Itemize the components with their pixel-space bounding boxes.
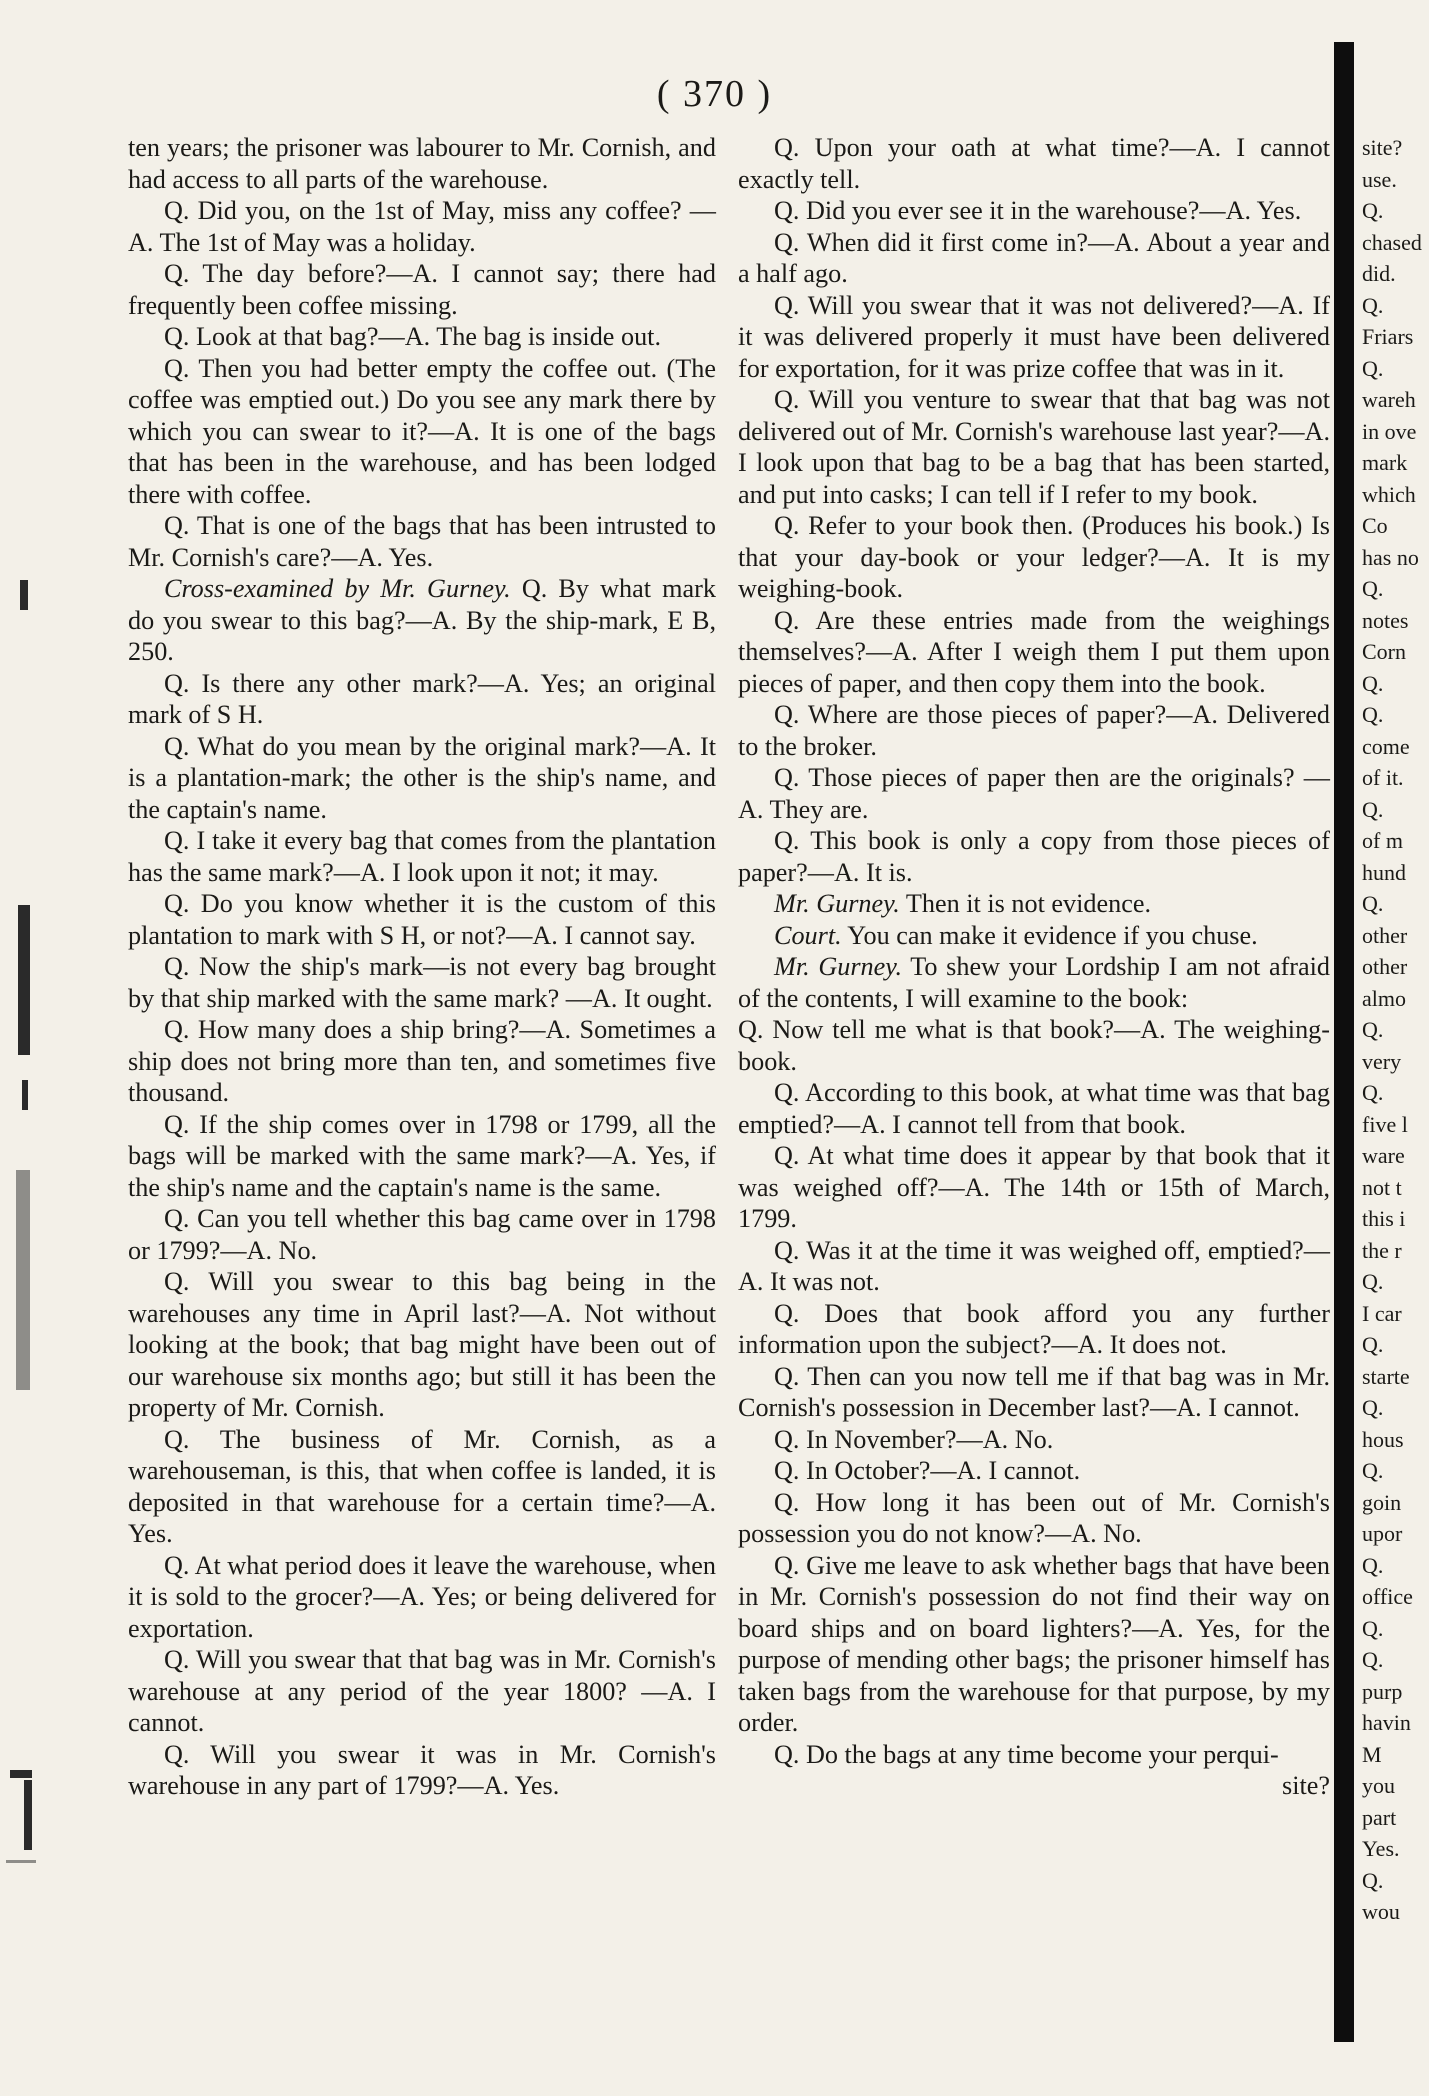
left-paragraph [128, 1424, 716, 1550]
facing-page-line: use. [1362, 166, 1397, 192]
facing-page-line: ware [1362, 1143, 1405, 1168]
facing-page-line: Q. [1362, 355, 1384, 381]
facing-page-line: Q. [1362, 1552, 1384, 1578]
paragraph-text: Q. Do the bags at any time become your perqui- [774, 1739, 1279, 1769]
right-paragraph [738, 290, 1330, 385]
paragraph-text: Q. Now the ship's mark—is not every bag brought by that ship marked with the same mark? —A. It ought. [128, 952, 716, 1013]
facing-page-line: did. [1362, 261, 1396, 286]
left-paragraph [128, 1739, 716, 1802]
facing-page-line: Q. [1362, 292, 1384, 318]
left-paragraph [128, 1266, 716, 1424]
facing-page-line: hous [1362, 1426, 1404, 1452]
facing-page-line: other [1362, 922, 1408, 948]
facing-page-line: Q. [1362, 702, 1384, 727]
right-paragraph [738, 227, 1330, 290]
facing-page-line: Co [1362, 513, 1388, 538]
paragraph-text: Q. Look at that bag?—A. The bag is inside out. [164, 322, 661, 351]
right-paragraph [738, 384, 1330, 510]
paragraph-text: Q. Will you venture to swear that that bag was not delivered out of Mr. Cornish's warehouse last year?—A. I look upon that bag to be a bag that has been started, and put into casks; I can tell if I refer to my book. [738, 385, 1330, 509]
left-paragraph [128, 573, 716, 668]
paragraph-text: Q. According to this book, at what time was that bag emptied?—A. I cannot tell from that book. [738, 1078, 1330, 1139]
right-paragraph [738, 1487, 1330, 1550]
paragraph-text: ten years; the prisoner was labourer to Mr. Cornish, and had access to all parts of the warehouse. [128, 133, 716, 194]
left-paragraph [128, 132, 716, 195]
paragraph-text: Q. Will you swear that it was not delivered?—A. If it was delivered properly it must have been delivered for exportation, for it was prize coffee that was in it. [738, 290, 1330, 383]
facing-page-line: Q. [1362, 1458, 1384, 1483]
facing-page-line: office [1362, 1584, 1413, 1609]
left-paragraph [128, 510, 716, 573]
paragraph-text: Q. Will you swear it was in Mr. Cornish's warehouse in any part of 1799?—A. Yes. [128, 1739, 716, 1800]
facing-page-line: Q. [1362, 1647, 1384, 1672]
paragraph-text: Q. That is one of the bags that has been intrusted to Mr. Cornish's care?—A. Yes. [128, 511, 716, 572]
paragraph-text: Q. The day before?—A. I cannot say; there had frequently been coffee missing. [128, 259, 716, 320]
facing-page-line: Q. [1362, 670, 1384, 696]
facing-page-line: of it. [1362, 765, 1404, 790]
facing-page-line: Q. [1362, 198, 1384, 223]
facing-page-line: Q. [1362, 891, 1384, 916]
facing-page-line: site? [1362, 135, 1403, 160]
paragraph-text: Q. I take it every bag that comes from the plantation has the same mark?—A. I look upon it not; it may. [128, 826, 716, 887]
facing-page-line: notes [1362, 607, 1409, 633]
paragraph-text: Q. Those pieces of paper then are the originals? —A. They are. [738, 763, 1330, 824]
right-paragraph [738, 1235, 1330, 1298]
facing-page-line: come [1362, 733, 1410, 759]
scan-edge-marks [0, 0, 60, 2096]
facing-page-line: Q. [1362, 1332, 1384, 1357]
facing-page-line: upor [1362, 1521, 1403, 1546]
facing-page-line: five l [1362, 1111, 1408, 1137]
facing-page-line: part [1362, 1804, 1397, 1830]
paragraph-text: Q. Did you ever see it in the warehouse?—A. Yes. [774, 196, 1302, 225]
paragraph-text: You can make it evidence if you chuse. [841, 920, 1258, 950]
page-number: ( 370 ) [656, 73, 773, 115]
paragraph-text: Q. Can you tell whether this bag came over in 1798 or 1799?—A. No. [128, 1204, 716, 1265]
right-paragraph [738, 1140, 1330, 1235]
right-paragraph [738, 1014, 1330, 1077]
paragraph-text: Q. Now tell me what is that book?—A. The weighing-book. [738, 1015, 1330, 1076]
paragraph-text: Q. How long it has been out of Mr. Cornish's possession you do not know?—A. No. [738, 1487, 1330, 1548]
facing-page-line: chased [1362, 229, 1422, 255]
left-paragraph [128, 951, 716, 1014]
paragraph-text: Q. Refer to your book then. (Produces his book.) Is that your day-book or your ledger?—A. It is my weighing-book. [738, 511, 1330, 603]
left-paragraph [128, 668, 716, 731]
right-column [738, 132, 1330, 1802]
right-paragraph [738, 920, 1330, 952]
facing-page-line: Q. [1362, 1395, 1384, 1420]
facing-page-line: this i [1362, 1206, 1406, 1231]
facing-page-line: Q. [1362, 1867, 1384, 1893]
facing-page-line: you [1362, 1773, 1395, 1798]
paragraph-text: Q. Will you swear that that bag was in Mr. Cornish's warehouse at any period of the year 1800? —A. I cannot. [128, 1645, 716, 1737]
left-paragraph [128, 825, 716, 888]
right-paragraph [738, 605, 1330, 700]
facing-page-line: hund [1362, 859, 1406, 885]
paragraph-text: Then it is not evidence. [899, 889, 1151, 918]
facing-page-line: I car [1362, 1300, 1402, 1326]
facing-page-line: in ove [1362, 418, 1417, 444]
right-paragraph [738, 825, 1330, 888]
facing-page-line: havin [1362, 1710, 1411, 1735]
paragraph-text: Q. Is there any other mark?—A. Yes; an original mark of S H. [128, 668, 716, 729]
speaker-label: Mr. Gurney. [774, 889, 900, 918]
facing-page-line: starte [1362, 1363, 1410, 1389]
right-paragraph [738, 1361, 1330, 1424]
facing-page-line: Q. [1362, 1080, 1384, 1105]
paragraph-text: Q. Then you had better empty the coffee out. (The coffee was emptied out.) Do you see any mark there by which you can swear to it?—A. It is one of the bags that has been in the warehouse, and has been lodged there with coffee. [128, 353, 716, 509]
left-paragraph [128, 888, 716, 951]
right-paragraph [738, 195, 1330, 227]
facing-page-line: Q. [1362, 576, 1384, 601]
book-spine-shadow [1334, 42, 1354, 2042]
speaker-label: Cross-examined by Mr. Gurney. [164, 574, 511, 603]
paragraph-text: Q. Give me leave to ask whether bags that have been in Mr. Cornish's possession do not find their way on board ships and on board lighters?—A. Yes, for the purpose of mending other bags; the prisoner himself has taken bags from the warehouse for that purpose, by my order. [738, 1550, 1330, 1737]
paragraph-text: Q. By what mark do you swear to this bag?—A. By the ship-mark, E B, 250. [128, 574, 716, 666]
left-paragraph [128, 1550, 716, 1645]
left-paragraph [128, 258, 716, 321]
facing-page-line: Q. [1362, 1017, 1384, 1042]
facing-page-line: the r [1362, 1237, 1402, 1263]
facing-page-line: other [1362, 954, 1408, 979]
facing-page-line: wou [1362, 1899, 1400, 1924]
paragraph-text: Q. In November?—A. No. [774, 1424, 1054, 1454]
paragraph-text: Q. This book is only a copy from those pieces of paper?—A. It is. [738, 826, 1330, 887]
left-paragraph [128, 731, 716, 826]
facing-page-line: not t [1362, 1174, 1402, 1200]
paragraph-text: Q. Does that book afford you any further information upon the subject?—A. It does not. [738, 1298, 1330, 1359]
paragraph-text: Q. Then can you now tell me if that bag was in Mr. Cornish's possession in December last?—A. I cannot. [738, 1361, 1330, 1422]
left-paragraph [128, 321, 716, 353]
right-paragraph [738, 510, 1330, 605]
paragraph-text: Q. If the ship comes over in 1798 or 1799, all the bags will be marked with the same mark?—A. Yes, if the ship's name and the captain's name is the same. [128, 1109, 716, 1202]
facing-page-line: almo [1362, 985, 1406, 1011]
left-paragraph [128, 1203, 716, 1266]
right-paragraph [738, 888, 1330, 920]
right-paragraph [738, 1550, 1330, 1739]
facing-page-line: has no [1362, 544, 1419, 570]
paragraph-text: Q. At what time does it appear by that book that it was weighed off?—A. The 14th or 15th of March, 1799. [738, 1141, 1330, 1233]
facing-page-line: Q. [1362, 1269, 1384, 1294]
paragraph-text: Q. Will you swear to this bag being in the warehouses any time in April last?—A. Not without looking at the book; that bag might have been out of our warehouse six months ago; but still it has been the property of Mr. Cornish. [128, 1267, 716, 1422]
right-paragraph [738, 1077, 1330, 1140]
left-paragraph [128, 195, 716, 258]
facing-page-line: mark [1362, 450, 1408, 475]
paragraph-text: Q. Did you, on the 1st of May, miss any coffee? —A. The 1st of May was a holiday. [128, 196, 716, 257]
right-paragraph [738, 1424, 1330, 1456]
right-paragraph [738, 699, 1330, 762]
paragraph-text: Q. Upon your oath at what time?—A. I cannot exactly tell. [738, 133, 1330, 194]
right-paragraph [738, 1739, 1330, 1771]
paragraph-text: Q. The business of Mr. Cornish, as a warehouseman, is this, that when coffee is landed, it is deposited in that warehouse for a certain time?—A. Yes. [128, 1424, 716, 1548]
facing-page-line: Yes. [1362, 1836, 1400, 1861]
paragraph-text: Q. What do you mean by the original mark?—A. It is a plantation-mark; the other is the ship's name, and the captain's name. [128, 731, 716, 824]
left-paragraph [128, 1109, 716, 1204]
paragraph-text: Q. When did it first come in?—A. About a year and a half ago. [738, 227, 1330, 288]
paragraph-text: Q. How many does a ship bring?—A. Sometimes a ship does not bring more than ten, and sometimes five thousand. [128, 1015, 716, 1107]
paragraph-text: Q. At what period does it leave the warehouse, when it is sold to the grocer?—A. Yes; or being delivered for exportation. [128, 1550, 716, 1643]
right-paragraph [738, 132, 1330, 195]
facing-page-line: purp [1362, 1678, 1403, 1704]
right-paragraph [738, 762, 1330, 825]
catchword: site? [1282, 1771, 1330, 1800]
right-paragraph [738, 1298, 1330, 1361]
facing-page-fragment [1362, 132, 1429, 1928]
paragraph-text: Q. Was it at the time it was weighed off, emptied?—A. It was not. [738, 1235, 1330, 1296]
left-column [128, 132, 716, 1802]
paragraph-text: To shew your Lordship I am not afraid of the contents, I will examine to the book: [738, 952, 1330, 1013]
facing-page-line: Q. [1362, 796, 1384, 822]
left-paragraph [128, 353, 716, 511]
paragraph-text: Q. Where are those pieces of paper?—A. Delivered to the broker. [738, 700, 1330, 761]
right-paragraph [738, 951, 1330, 1014]
speaker-label: Court. [774, 920, 842, 950]
facing-page-line: goin [1362, 1489, 1402, 1515]
paragraph-text: Q. Are these entries made from the weighings themselves?—A. After I weigh them I put them upon pieces of paper, and then copy them into the book. [738, 605, 1330, 698]
right-paragraph [738, 1455, 1330, 1487]
left-paragraph [128, 1014, 716, 1109]
left-paragraph [128, 1644, 716, 1739]
facing-page-line: which [1362, 481, 1416, 507]
paragraph-text: Q. Do you know whether it is the custom of this plantation to mark with S H, or not?—A. I cannot say. [128, 889, 716, 950]
facing-page-line: Friars [1362, 324, 1414, 349]
paragraph-text: Q. In October?—A. I cannot. [774, 1456, 1081, 1485]
facing-page-line: M [1362, 1741, 1382, 1767]
facing-page-line: wareh [1362, 387, 1416, 412]
facing-page-line: Q. [1362, 1615, 1384, 1641]
facing-page-line: Corn [1362, 639, 1406, 664]
facing-page-line: very [1362, 1048, 1402, 1074]
facing-page-line: of m [1362, 828, 1403, 853]
speaker-label: Mr. Gurney. [774, 952, 902, 981]
